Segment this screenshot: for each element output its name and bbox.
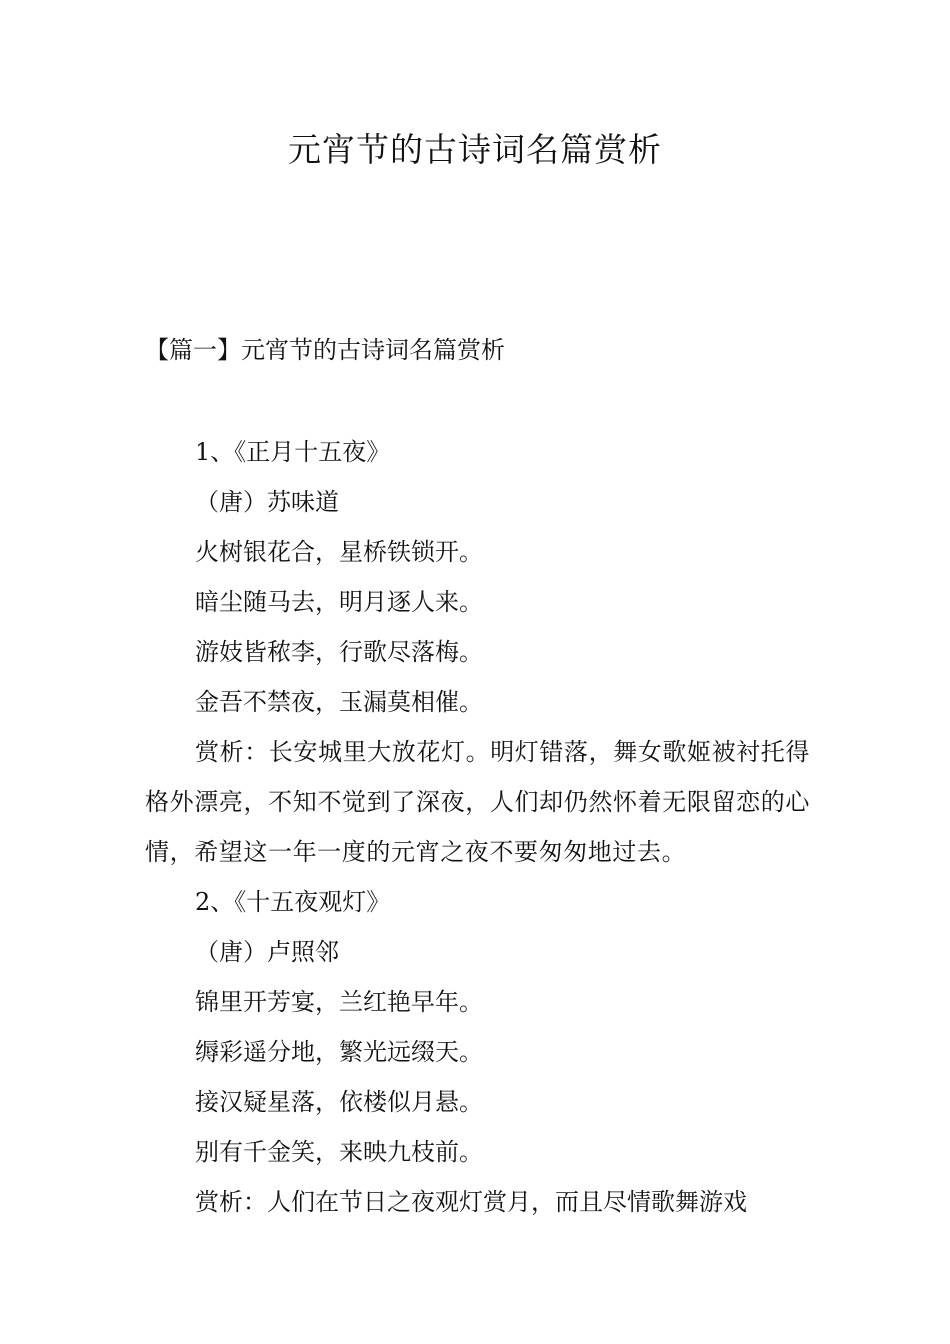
poem-2-line-1: 锦里开芳宴，兰红艳早年。 <box>195 988 483 1016</box>
poem-2-analysis: 赏析：人们在节日之夜观灯赏月，而且尽情歌舞游戏 <box>195 1188 747 1216</box>
poem-1-line-2: 暗尘随马去，明月逐人来。 <box>195 588 483 616</box>
poem-2-line-4: 别有千金笑，来映九枝前。 <box>195 1138 483 1166</box>
document-title: 元宵节的古诗词名篇赏析 <box>288 130 662 169</box>
poem-2-line-3: 接汉疑星落，依楼似月悬。 <box>195 1088 483 1116</box>
poem-2-line-2: 缛彩遥分地，繁光远缀天。 <box>195 1038 483 1066</box>
poem-1-line-3: 游妓皆秾李，行歌尽落梅。 <box>195 638 483 666</box>
document-body <box>145 427 810 1227</box>
poem-1-author: （唐）苏味道 <box>195 488 339 516</box>
poem-2-heading: 2、《十五夜观灯》 <box>195 888 391 916</box>
poem-2-author: （唐）卢照邻 <box>195 938 339 966</box>
poem-1-analysis: 赏析：长安城里大放花灯。明灯错落，舞女歌姬被衬托得格外漂亮，不知不觉到了深夜，人们却仍然怀着无限留恋的心情，希望这一年一度的元宵之夜不要匆匆地过去。 <box>145 738 810 866</box>
section-heading: 【篇一】元宵节的古诗词名篇赏析 <box>145 336 505 364</box>
poem-1-line-4: 金吾不禁夜，玉漏莫相催。 <box>195 688 483 716</box>
poem-1-heading: 1、《正月十五夜》 <box>195 438 391 466</box>
poem-1-line-1: 火树银花合，星桥铁锁开。 <box>195 538 483 566</box>
